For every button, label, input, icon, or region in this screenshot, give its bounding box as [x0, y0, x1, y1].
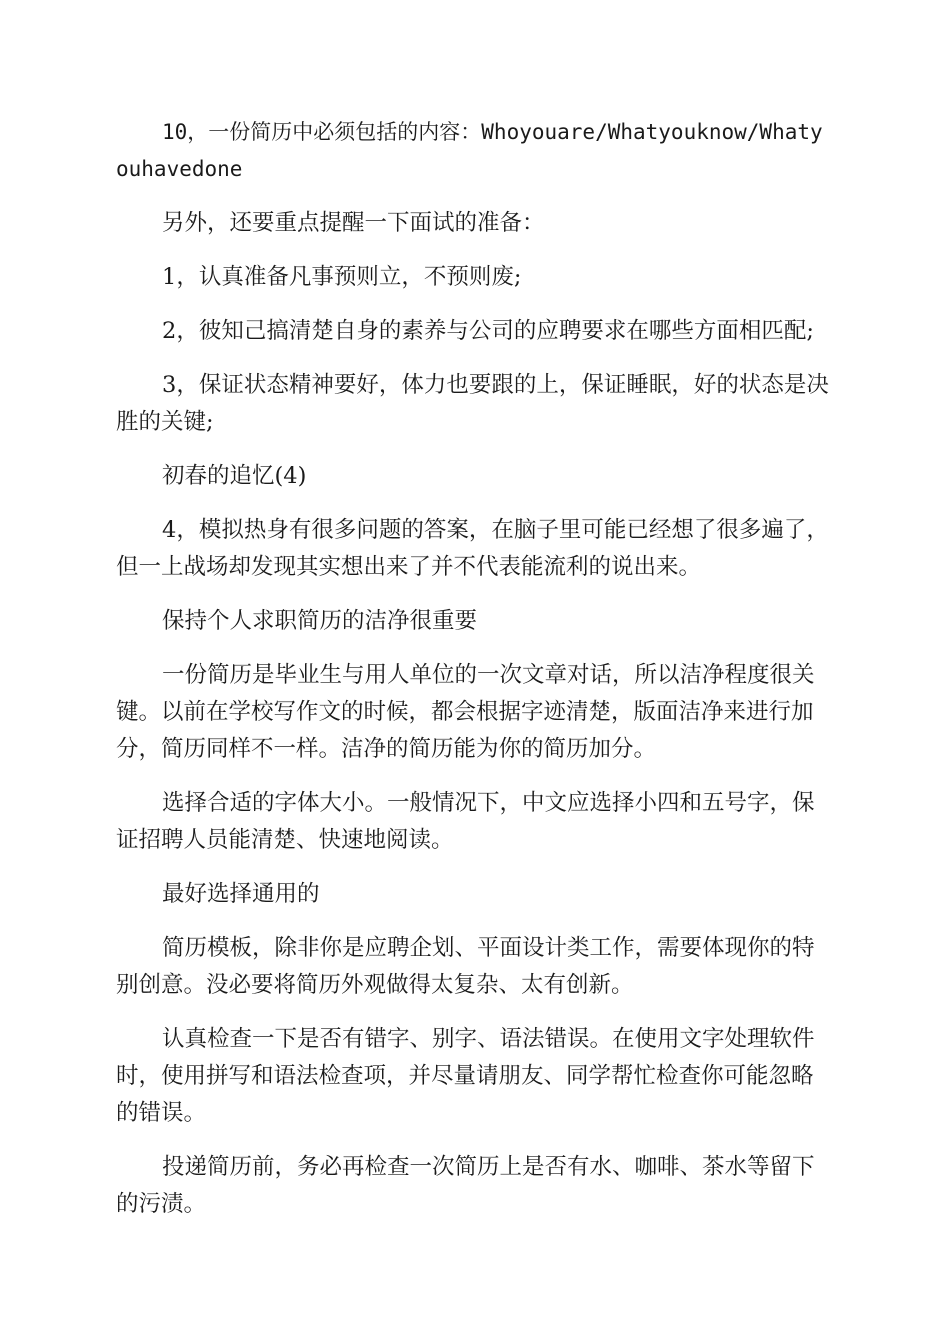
paragraph-check-stains: 投递简历前，务必再检查一次简历上是否有水、咖啡、茶水等留下的污渍。: [116, 1154, 815, 1217]
paragraph-tip-1: 1，认真准备凡事预则立，不预则废;: [162, 264, 522, 290]
paragraph-tip-2: 2，彼知己搞清楚自身的素养与公司的应聘要求在哪些方面相匹配;: [162, 318, 814, 344]
paragraph-resume-template: 简历模板，除非你是应聘企划、平面设计类工作，需要体现你的特别创意。没必要将简历外观做得太复杂、太有创新。: [116, 935, 815, 998]
paragraph-clean-resume: 一份简历是毕业生与用人单位的一次文章对话，所以洁净程度很关键。以前在学校写作文的时候，都会根据字迹清楚，版面洁净来进行加分，简历同样不一样。洁净的简历能为你的简历加分。: [116, 662, 815, 762]
paragraph-font-size: 选择合适的字体大小。一般情况下，中文应选择小四和五号字，保证招聘人员能清楚、快速地阅读。: [116, 790, 815, 853]
paragraph-resume-contents: 10，一份简历中必须包括的内容：Whoyouare/Whatyouknow/Whatyouhavedone: [116, 120, 823, 181]
document-body: [116, 114, 834, 1240]
paragraph-section-title: 初春的追忆(4): [162, 463, 307, 489]
paragraph-tip-4: 4，模拟热身有很多问题的答案，在脑子里可能已经想了很多遍了，但一上战场却发现其实想出来了并不代表能流利的说出来。: [116, 517, 829, 580]
paragraph-heading-clean-resume: 保持个人求职简历的洁净很重要: [162, 608, 478, 634]
paragraph-check-errors: 认真检查一下是否有错字、别字、语法错误。在使用文字处理软件时，使用拼写和语法检查项，并尽量请朋友、同学帮忙检查你可能忽略的错误。: [116, 1026, 815, 1126]
paragraph-general-template: 最好选择通用的: [162, 881, 320, 907]
paragraph-tip-3: 3，保证状态精神要好，体力也要跟的上，保证睡眠，好的状态是决胜的关键;: [116, 372, 829, 435]
paragraph-interview-prep-intro: 另外，还要重点提醒一下面试的准备：: [162, 210, 545, 236]
